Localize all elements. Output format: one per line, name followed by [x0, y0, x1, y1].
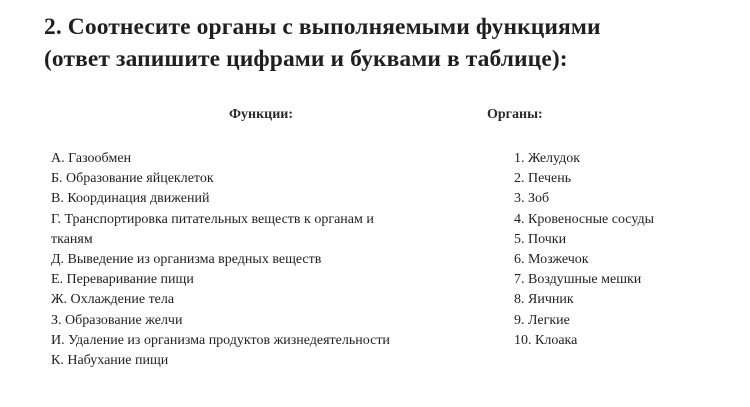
organ-item: 5. Почки	[514, 231, 567, 247]
function-item: З. Образование желчи	[51, 312, 183, 328]
function-item: И. Удаление из организма продуктов жизнедеятельности	[51, 332, 390, 348]
organ-item: 4. Кровеносные сосуды	[514, 211, 654, 227]
function-item: Г. Транспортировка питательных веществ к органам и	[51, 211, 374, 227]
organ-item: 1. Желудок	[514, 151, 581, 166]
organ-item: 2. Печень	[514, 171, 572, 187]
function-item: Д. Выведение из организма вредных веществ	[51, 252, 322, 268]
functions-column-header: Функции:	[229, 107, 294, 122]
functions-list	[51, 149, 481, 371]
organ-item: 8. Яичник	[514, 292, 574, 308]
function-item: Е. Переваривание пищи	[51, 272, 194, 288]
function-item: В. Координация движений	[51, 191, 210, 207]
function-item: Б. Образование яйцеклеток	[51, 171, 214, 187]
organ-item: 6. Мозжечок	[514, 252, 589, 268]
task-title	[44, 11, 744, 75]
organ-item: 10. Клоака	[514, 332, 578, 348]
organ-item: 7. Воздушные мешки	[514, 272, 642, 288]
organ-item: 3. Зоб	[514, 191, 550, 207]
organs-column-header: Органы:	[487, 107, 543, 122]
organ-item: 9. Легкие	[514, 312, 570, 328]
function-item: А. Газообмен	[51, 151, 132, 166]
function-item-continuation: тканям	[51, 231, 93, 247]
function-item: Ж. Охлаждение тела	[51, 292, 175, 308]
task-title-line-1: 2. Соотнесите органы с выполняемыми функциями	[44, 14, 601, 40]
function-item: К. Набухание пищи	[51, 353, 169, 369]
organs-list	[514, 149, 734, 351]
task-title-line-2: (ответ запишите цифрами и буквами в таблице):	[44, 46, 568, 72]
